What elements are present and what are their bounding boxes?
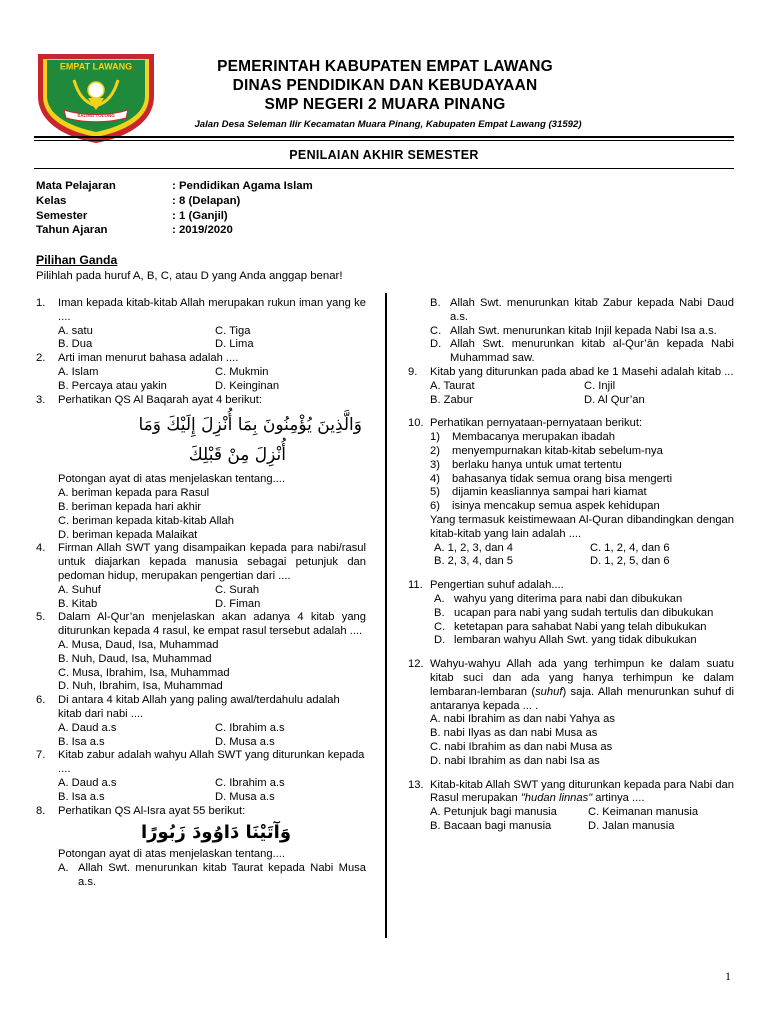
question-number: 3. — [36, 393, 46, 406]
option-letter: D. — [434, 634, 446, 647]
option-a: A. Islam — [58, 365, 99, 378]
statement-number: 3) — [430, 458, 440, 471]
statement — [430, 473, 734, 487]
option-d: D. 1, 2, 5, dan 6 — [590, 555, 670, 568]
column-divider — [385, 293, 387, 938]
question-1 — [36, 297, 366, 325]
question-number: 1. — [36, 297, 46, 309]
question-text: Perhatikan QS Al Baqarah ayat 4 berikut: — [58, 393, 262, 406]
option-a: A. Musa, Daud, Isa, Muhammad — [58, 638, 219, 651]
info-row — [36, 223, 313, 238]
option-b: B. Bacaan bagi manusia — [430, 819, 552, 832]
option-d: Allah Swt. menurunkan kitab al-Qur’ān kepada Nabi Muhammad saw. — [450, 338, 734, 365]
question-12-options — [408, 713, 734, 768]
option-b: B. Kitab — [58, 597, 98, 610]
statement-number: 4) — [430, 472, 440, 485]
option-a: A. nabi Ibrahim as dan nabi Yahya as — [430, 713, 615, 726]
option-a: wahyu yang diterima para nabi dan dibukukan — [454, 592, 683, 605]
question-text-part: Wahyu-wahyu Allah ada yang terhimpun ke dalam suatu kitab suci dan ada yang hanya terhimpun ke dalam lembaran-lembaran ( — [430, 658, 734, 698]
info-value: : 1 (Ganjil) — [172, 209, 228, 222]
option-d: D. Jalan manusia — [588, 819, 675, 832]
question-8 — [36, 805, 366, 819]
option-a: A. Suhuf — [58, 583, 101, 596]
header-address: Jalan Desa Seleman Ilir Kecamatan Muara Pinang, Kabupaten Empat Lawang (31592) — [194, 119, 582, 130]
info-label: Semester — [36, 209, 88, 222]
option-d: D. Lima — [215, 338, 254, 351]
info-row — [36, 194, 313, 209]
question-text-italic: "hudan linnas" — [520, 792, 593, 805]
arabic-verse-image: وَآتَيْنَا دَاوُودَ زَبُورًا — [140, 822, 292, 844]
statement-text: Membacanya merupakan ibadah — [452, 431, 615, 444]
header-rule — [34, 136, 734, 138]
option-c: C. 1, 2, 4, dan 6 — [590, 541, 670, 554]
option-b: B. Dua — [58, 338, 93, 351]
option-c: C. Injil — [584, 379, 616, 392]
option-d: D. beriman kepada Malaikat — [58, 528, 198, 541]
option-a-row — [434, 593, 734, 607]
question-number: 11. — [408, 579, 423, 592]
option-c: C. Ibrahim a.s — [215, 776, 285, 789]
question-text: Iman kepada kitab-kitab Allah merupakan rukun iman yang ke .... — [58, 297, 366, 323]
option-c-row — [430, 325, 734, 339]
spacer — [408, 407, 734, 417]
question-11 — [408, 579, 734, 593]
question-text-italic: suhuf — [535, 685, 563, 698]
option-letter: A. — [58, 862, 69, 875]
option-d: D. Musa a.s — [215, 735, 275, 748]
question-2 — [36, 352, 366, 366]
page-number: 1 — [725, 969, 731, 983]
question-text: Kitab zabur adalah wahyu Allah SWT yang diturunkan kepada .... — [58, 749, 365, 776]
info-value: : 8 (Delapan) — [172, 194, 241, 207]
info-label: Kelas — [36, 194, 67, 207]
question-number: 7. — [36, 749, 46, 762]
question-text: Kitab yang diturunkan pada abad ke 1 Masehi adalah kitab ... — [430, 365, 734, 378]
option-b: B. Nuh, Daud, Isa, Muhammad — [58, 652, 212, 665]
option-c: C. Surah — [215, 583, 260, 596]
right-column — [408, 297, 734, 834]
info-label: Mata Pelajaran — [36, 180, 116, 192]
option-b: B. Percaya atau yakin — [58, 379, 167, 392]
option-b-row — [430, 297, 734, 325]
question-4-options — [36, 584, 366, 612]
question-stem: Potongan ayat di atas menjelaskan tentang.... — [58, 473, 286, 486]
question-number: 12. — [408, 658, 424, 671]
question-number: 6. — [36, 694, 46, 707]
question-5 — [36, 611, 366, 639]
question-text-part: artinya .... — [592, 792, 645, 805]
option-letter: A. — [434, 592, 445, 605]
option-d-row — [430, 338, 734, 366]
statement-text: berlaku hanya untuk umat tertentu — [452, 458, 622, 471]
option-d: D. Fiman — [215, 597, 261, 610]
option-letter: C. — [430, 324, 442, 337]
option-letter: B. — [430, 297, 441, 309]
question-number: 13. — [408, 778, 424, 791]
option-b-row — [434, 607, 734, 621]
option-c: C. nabi Ibrahim as dan nabi Musa as — [430, 740, 613, 753]
question-3-options — [36, 487, 366, 542]
option-c: C. Musa, Ibrahim, Isa, Muhammad — [58, 666, 230, 679]
question-number: 8. — [36, 804, 46, 817]
question-stem: Yang termasuk keistimewaan Al-Quran dibandingkan dengan kitab-kitab yang lain adalah .... — [430, 513, 734, 540]
statement-text: menyempurnakan kitab-kitab sebelum-nya — [452, 444, 663, 457]
option-a: A. beriman kepada para Rasul — [58, 487, 210, 500]
section-title: Pilihan Ganda — [36, 253, 118, 267]
option-d: lembaran wahyu Allah Swt. yang tidak dibukukan — [454, 634, 697, 647]
option-d: D. Musa a.s — [215, 790, 275, 803]
option-b: B. Isa a.s — [58, 790, 105, 803]
question-13 — [408, 779, 734, 807]
info-value: : 2019/2020 — [172, 224, 233, 237]
option-b: Allah Swt. menurunkan kitab Zabur kepada Nabi Daud a.s. — [450, 297, 734, 323]
question-number: 4. — [36, 542, 46, 555]
option-b: B. Zabur — [430, 393, 473, 406]
option-a: Allah Swt. menurunkan kitab Taurat kepada Nabi Musa a.s. — [78, 862, 366, 888]
question-number: 5. — [36, 611, 46, 624]
question-text — [430, 658, 734, 713]
question-10-statements — [408, 431, 734, 541]
option-c: C. Keimanan manusia — [588, 806, 699, 819]
info-row — [36, 179, 313, 194]
option-c: C. Tiga — [215, 324, 251, 337]
question-7-options — [36, 777, 366, 805]
question-3 — [36, 394, 366, 408]
question-10 — [408, 417, 734, 431]
option-c: Allah Swt. menurunkan kitab Injil kepada Nabi Isa a.s. — [450, 324, 717, 337]
question-7 — [36, 749, 366, 777]
option-d-row — [434, 634, 734, 648]
statement-text: dijamin keasliannya sampai hari kiamat — [452, 486, 647, 499]
header-government: PEMERINTAH KABUPATEN EMPAT LAWANG — [217, 58, 553, 75]
option-a: A. Daud a.s — [58, 721, 117, 734]
spacer — [408, 769, 734, 779]
statement-text: isinya mencakup semua aspek kehidupan — [452, 500, 660, 513]
question-text-part: Kitab-kitab Allah SWT yang diturunkan kepada para Nabi dan Rasul merupakan — [430, 778, 734, 805]
option-d: D. Keinginan — [215, 379, 280, 392]
exam-info — [36, 179, 313, 238]
question-text — [430, 779, 734, 807]
info-value: : Pendidikan Agama Islam — [172, 180, 313, 192]
statement — [430, 445, 734, 459]
header-office: DINAS PENDIDIKAN DAN KEBUDAYAAN — [232, 77, 538, 94]
question-13-options — [408, 806, 734, 834]
question-8-options-a — [36, 862, 366, 890]
option-c: C. Ibrahim a.s — [215, 721, 285, 734]
title-rule — [34, 168, 734, 169]
option-c-row — [434, 621, 734, 635]
question-10-options — [408, 542, 734, 570]
question-text-part: ) saja. Allah menurunkan suhuf di antaranya kepada ... . — [430, 685, 734, 712]
option-a: A. Petunjuk bagi manusia — [430, 806, 557, 819]
statement-text: bahasanya tidak semua orang bisa mengerti — [452, 472, 673, 485]
statement-number: 5) — [430, 486, 440, 499]
question-text: Arti iman menurut bahasa adalah .... — [58, 352, 239, 365]
statement-number: 6) — [430, 500, 440, 513]
header-rule-thin — [34, 140, 734, 141]
question-text: Perhatikan QS Al-Isra ayat 55 berikut: — [58, 804, 246, 817]
option-b: B. 2, 3, 4, dan 5 — [434, 555, 513, 568]
question-9 — [408, 366, 734, 380]
option-c: ketetapan para sahabat Nabi yang telah dibukukan — [454, 620, 707, 633]
question-text: Pengertian suhuf adalah.... — [430, 579, 564, 592]
option-a: A. Daud a.s — [58, 776, 117, 789]
arabic-verse-line-2: أُنْزِلَ مِنْ قَبْلِكَ — [188, 445, 286, 466]
question-6 — [36, 694, 366, 722]
option-a-row — [58, 862, 366, 890]
question-number: 2. — [36, 352, 46, 365]
option-a: A. Taurat — [430, 379, 475, 392]
statement-list — [430, 431, 734, 514]
question-4 — [36, 542, 366, 583]
option-d: D. Nuh, Ibrahim, Isa, Muhammad — [58, 680, 223, 693]
question-text: Dalam Al-Qur’an menjelaskan akan adanya 4 kitab yang diturunkan kepada 4 rasul, ke empat rasul tersebut adalah .... — [58, 611, 366, 638]
question-number: 10. — [408, 417, 424, 430]
info-label: Tahun Ajaran — [36, 224, 108, 237]
question-12 — [408, 658, 734, 713]
question-text: Firman Allah SWT yang disampaikan kepada para nabi/rasul untuk diajarkan kepada manusia sebagai petunjuk dan pedoman hidup, merupakan pengertian dari .... — [58, 542, 366, 582]
empat-lawang-logo — [34, 50, 158, 145]
option-c: C. Mukmin — [215, 365, 269, 378]
question-text: Di antara 4 kitab Allah yang paling awal/terdahulu adalah kitab dari nabi .... — [58, 694, 340, 720]
question-11-options — [408, 593, 734, 648]
logo-title: EMPAT LAWANG — [59, 61, 133, 72]
option-a: A. 1, 2, 3, dan 4 — [434, 541, 513, 554]
left-column — [36, 297, 366, 890]
spacer — [408, 569, 734, 579]
header-school: SMP NEGERI 2 MUARA PINANG — [264, 96, 506, 113]
option-a: A. satu — [58, 324, 93, 337]
question-9-options — [408, 380, 734, 408]
question-1-options — [36, 325, 366, 353]
option-letter: B. — [434, 606, 445, 619]
option-b: ucapan para nabi yang sudah tertulis dan dibukukan — [454, 606, 714, 619]
section-instruction: Pilihlah pada huruf A, B, C, atau D yang Anda anggap benar! — [36, 270, 343, 282]
option-b: B. beriman kepada hari akhir — [58, 500, 202, 513]
statement — [430, 486, 734, 500]
question-number: 9. — [408, 365, 418, 378]
statement — [430, 500, 734, 514]
question-8-options-b — [408, 297, 734, 366]
question-5-options — [36, 639, 366, 694]
statement-number: 2) — [430, 444, 440, 457]
option-letter: C. — [434, 620, 446, 633]
question-2-options — [36, 366, 366, 394]
statement-number: 1) — [430, 431, 440, 444]
option-b: B. nabi Ilyas as dan nabi Musa as — [430, 727, 598, 740]
option-d: D. nabi Ibrahim as dan nabi Isa as — [430, 754, 600, 767]
option-c: C. beriman kepada kitab-kitab Allah — [58, 514, 234, 527]
arabic-verse-line-1: وَالَّذِينَ يُؤْمِنُونَ بِمَا أُنْزِلَ إِلَيْكَ وَمَا — [138, 415, 362, 436]
option-letter: D. — [430, 338, 442, 351]
question-6-options — [36, 722, 366, 750]
logo-ribbon: SALING TOLONG — [77, 113, 115, 118]
question-text: Perhatikan pernyataan-pernyataan berikut: — [430, 417, 643, 430]
spacer — [408, 648, 734, 658]
statement — [430, 431, 734, 445]
info-row — [36, 209, 313, 224]
option-d: D. Al Qur’an — [584, 393, 645, 406]
exam-title: PENILAIAN AKHIR SEMESTER — [289, 148, 479, 162]
option-b: B. Isa a.s — [58, 735, 105, 748]
question-stem: Potongan ayat di atas menjelaskan tentang.... — [58, 848, 286, 861]
statement — [430, 459, 734, 473]
